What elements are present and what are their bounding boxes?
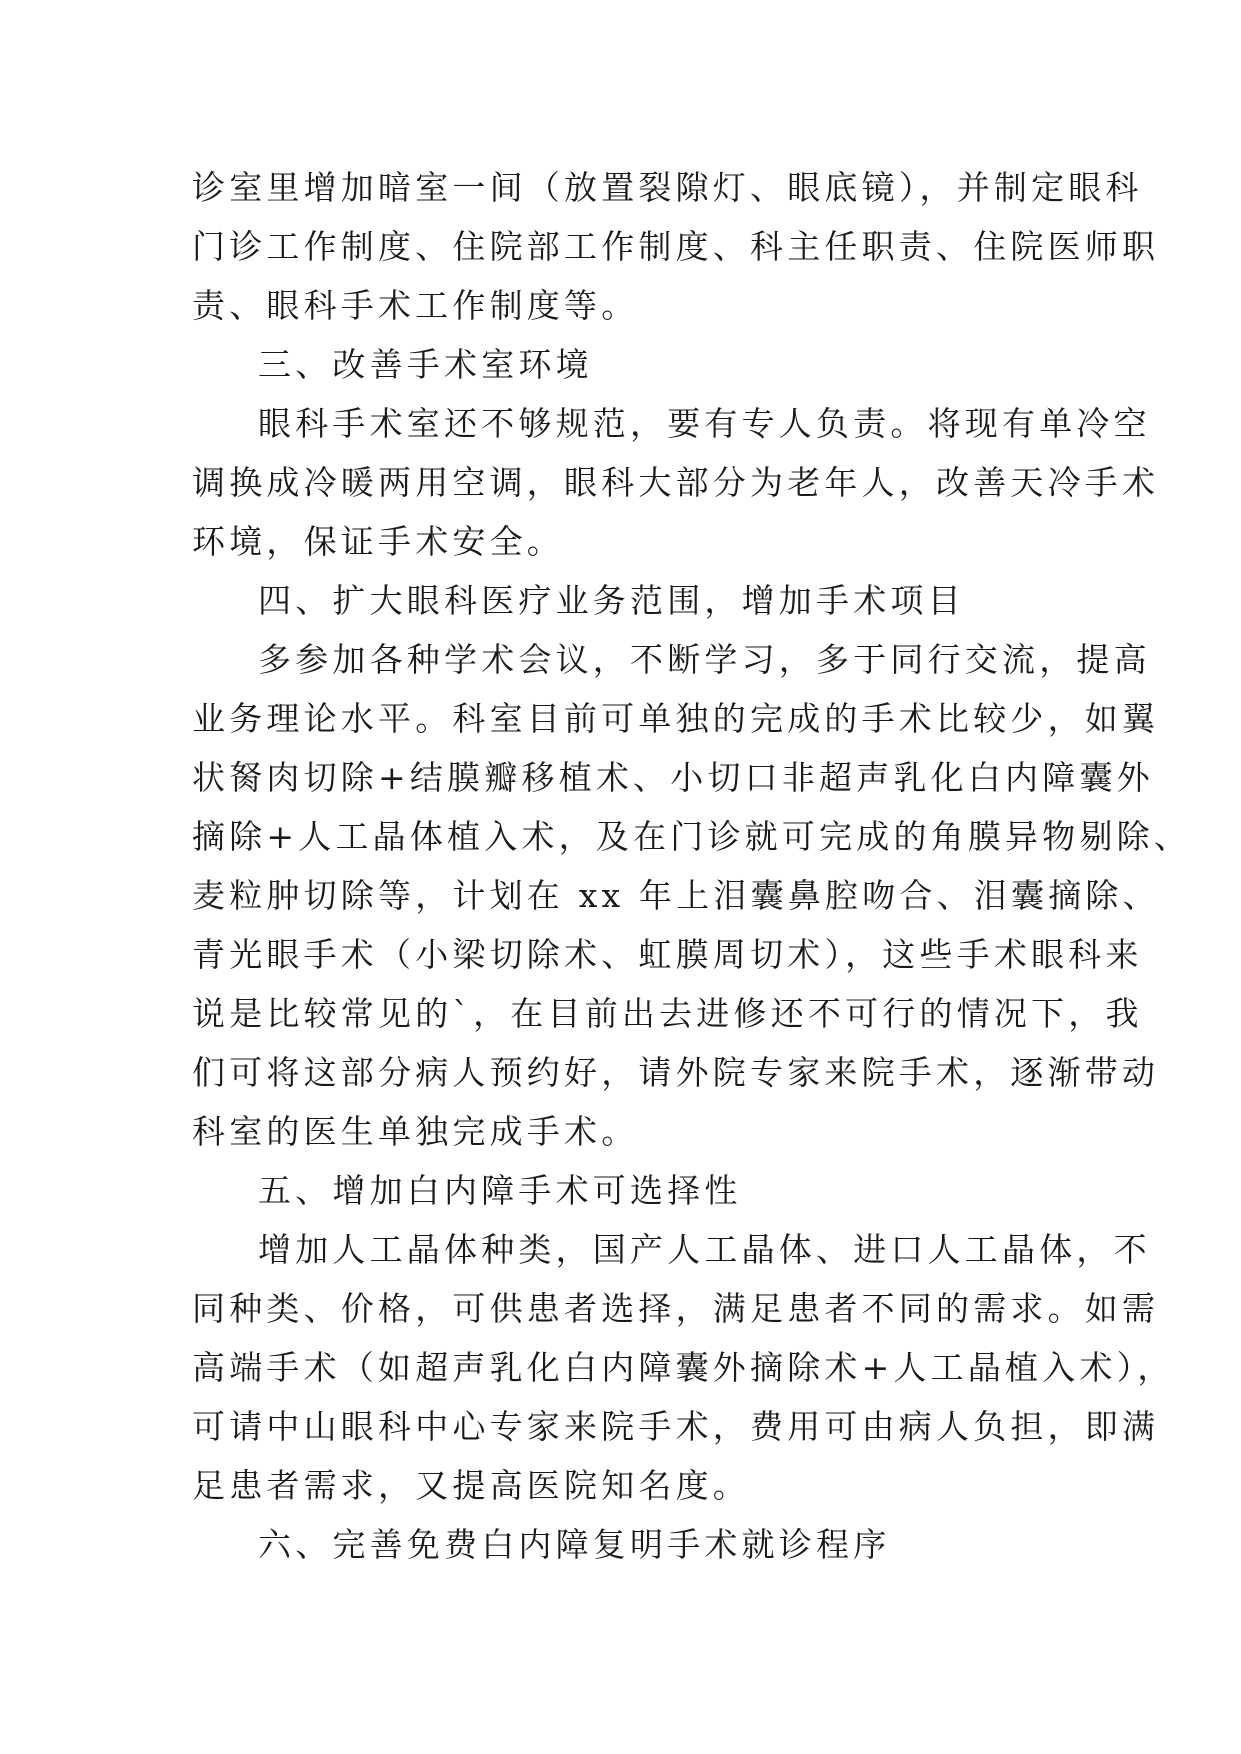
section-heading-5: 五、增加白内障手术可选择性	[258, 1171, 742, 1210]
body-text-line: 责、眼科手术工作制度等。	[192, 286, 639, 325]
document-body	[192, 158, 1192, 1574]
paragraph-first-line: 增加人工晶体种类，国产人工晶体、进口人工晶体，不	[258, 1230, 1151, 1269]
body-text-line: 诊室里增加暗室一间（放置裂隙灯、眼底镜），并制定眼科	[192, 168, 1143, 207]
body-text-line: 摘除+人工晶体植入术，及在门诊就可完成的角膜异物剔除、	[192, 817, 1192, 856]
body-text-line: 环境，保证手术安全。	[192, 522, 564, 561]
body-text-line: 可请中山眼科中心专家来院手术，费用可由病人负担，即满	[192, 1407, 1160, 1446]
body-text-line: 们可将这部分病人预约好，请外院专家来院手术，逐渐带动	[192, 1053, 1160, 1092]
body-text-line: 同种类、价格，可供患者选择，满足患者不同的需求。如需	[192, 1289, 1160, 1328]
body-text-line: 足患者需求，又提高医院知名度。	[192, 1466, 750, 1505]
paragraph-first-line: 多参加各种学术会议，不断学习，多于同行交流，提高	[258, 640, 1151, 679]
section-heading-3: 三、改善手术室环境	[258, 345, 593, 384]
section-heading-6: 六、完善免费白内障复明手术就诊程序	[258, 1525, 891, 1564]
body-text-line: 说是比较常见的`，在目前出去进修还不可行的情况下，我	[192, 994, 1143, 1033]
body-text-line: 调换成冷暖两用空调，眼科大部分为老年人，改善天冷手术	[192, 463, 1160, 502]
body-text-line: 状胬肉切除+结膜瓣移植术、小切口非超声乳化白内障囊外	[192, 758, 1154, 797]
body-text-line: 业务理论水平。科室目前可单独的完成的手术比较少，如翼	[192, 699, 1160, 738]
paragraph-first-line: 眼科手术室还不够规范，要有专人负责。将现有单冷空	[258, 404, 1151, 443]
body-text-line: 门诊工作制度、住院部工作制度、科主任职责、住院医师职	[192, 227, 1160, 266]
body-text-line: 麦粒肿切除等，计划在 xx 年上泪囊鼻腔吻合、泪囊摘除、	[192, 876, 1160, 915]
body-text-line: 高端手术（如超声乳化白内障囊外摘除术+人工晶植入术），	[192, 1348, 1175, 1387]
body-text-line: 科室的医生单独完成手术。	[192, 1112, 639, 1151]
body-text-line: 青光眼手术（小梁切除术、虹膜周切术），这些手术眼科来	[192, 935, 1143, 974]
section-heading-4: 四、扩大眼科医疗业务范围，增加手术项目	[258, 581, 965, 620]
